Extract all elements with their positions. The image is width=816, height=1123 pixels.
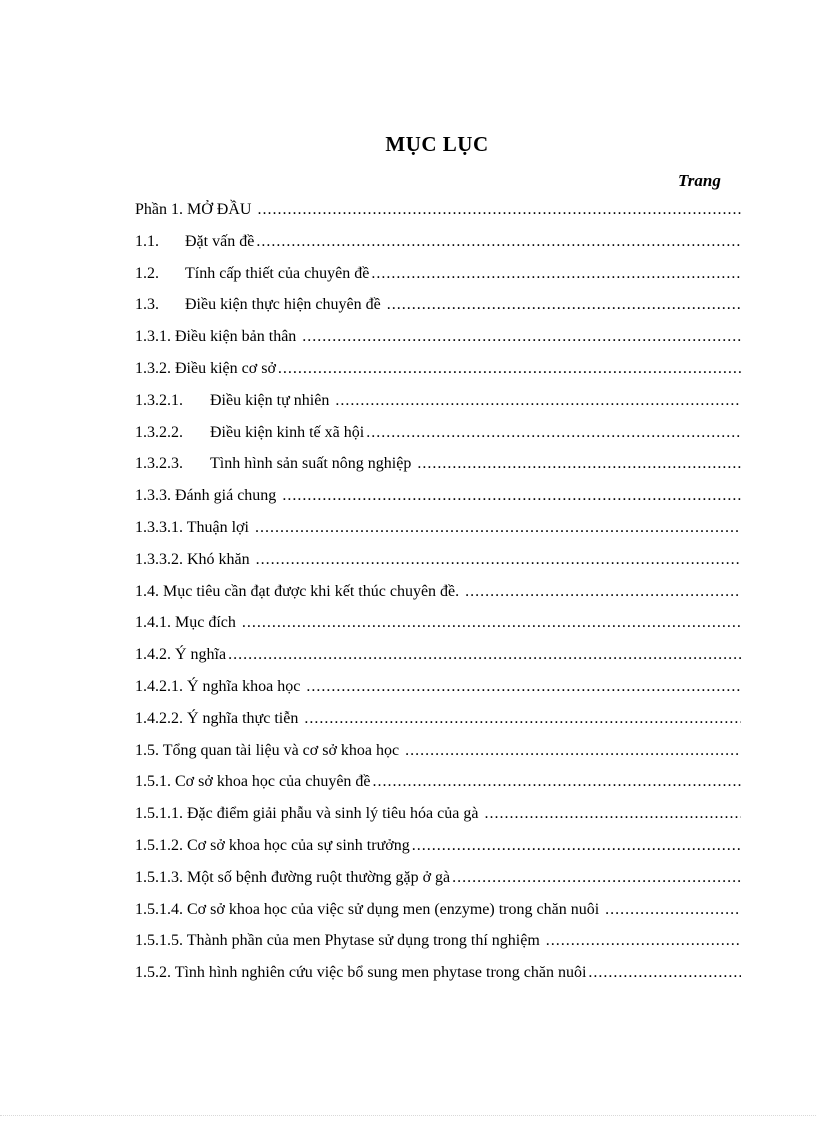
toc-entry	[135, 487, 741, 519]
toc-dot-leader	[304, 710, 741, 728]
toc-entry-number: 1.3.2.1.	[135, 391, 183, 409]
toc-entry-label: Đánh giá chung	[171, 487, 281, 505]
toc-entry-number: 1.2.	[135, 264, 159, 282]
toc-entry-number: 1.3.	[135, 296, 159, 314]
toc-entry-text	[135, 964, 586, 982]
toc-entry-label: Mục đích	[171, 614, 240, 632]
toc-entry-label: MỞ ĐẦU	[183, 201, 256, 218]
toc-entry-number: 1.3.3.1.	[135, 518, 183, 536]
toc-entry-number: 1.5.1.3.	[135, 868, 183, 886]
toc-entry-number: Phần 1.	[135, 201, 183, 218]
toc-entry-label: Cơ sở khoa học của chuyên đề	[171, 773, 371, 791]
toc-entry-label: Ý nghĩa khoa học	[183, 677, 305, 695]
toc-entry-number: 1.4.2.2.	[135, 709, 183, 727]
toc-entry-text	[135, 265, 369, 283]
toc-entry-text	[135, 233, 254, 251]
toc-entry-label: Điều kiện thực hiện chuyên đề	[185, 296, 385, 314]
toc-entry	[135, 328, 741, 360]
toc-dot-leader	[306, 678, 741, 696]
toc-entry-number: 1.3.2.2.	[135, 423, 183, 441]
toc-dot-leader	[605, 901, 741, 919]
toc-dot-leader	[282, 487, 741, 505]
toc-entry	[135, 869, 741, 901]
toc-entry-number: 1.3.2.	[135, 359, 171, 377]
toc-entry-text	[135, 678, 304, 696]
toc-entry	[135, 805, 741, 837]
toc-dot-leader	[335, 392, 741, 410]
toc-entry-text	[135, 519, 253, 537]
toc-entry	[135, 392, 741, 424]
toc-dot-leader	[371, 265, 741, 283]
toc-entry-label: Điều kiện kinh tế xã hội	[210, 423, 365, 441]
toc-entry	[135, 837, 741, 869]
toc-dot-leader	[412, 837, 741, 855]
toc-entry-label: Đặt vấn đề	[185, 232, 255, 250]
toc-entry	[135, 455, 741, 487]
toc-entry-number: 1.4.2.1.	[135, 677, 183, 695]
toc-entry	[135, 519, 741, 551]
toc-entry-text	[135, 455, 415, 473]
toc-entry-label: Tình hình nghiên cứu việc bổ sung men phytase trong chăn nuôi	[171, 964, 587, 982]
toc-entry-label: Thuận lợi	[183, 518, 253, 536]
toc-dot-leader	[373, 773, 741, 791]
toc-entry-text	[135, 932, 544, 950]
toc-entry-number: 1.5.	[135, 741, 159, 759]
toc-entry-text	[135, 583, 463, 601]
toc-entry-label: Điều kiện bản thân	[171, 328, 301, 346]
toc-dot-leader	[256, 551, 741, 569]
toc-entry	[135, 742, 741, 774]
toc-entry-number: 1.3.1.	[135, 328, 171, 346]
toc-dot-leader	[278, 360, 741, 378]
toc-entry	[135, 583, 741, 615]
toc-entry-text	[135, 328, 300, 346]
toc-entry-text	[135, 805, 482, 823]
toc-entry-text	[135, 646, 226, 664]
toc-entry-number: 1.5.1.5.	[135, 932, 183, 950]
toc-entry-label: Mục tiêu cần đạt được khi kết thúc chuyên đề.	[159, 582, 464, 600]
toc-entry-number: 1.1.	[135, 232, 159, 250]
toc-dot-leader	[366, 424, 741, 442]
toc-entry-label: Một số bệnh đường ruột thường gặp ở gà	[183, 868, 451, 886]
toc-entry-label: Tình hình sản suất nông nghiệp	[210, 455, 416, 473]
toc-dot-leader	[256, 233, 741, 251]
toc-entry	[135, 233, 741, 265]
toc-entry-number: 1.5.2.	[135, 964, 171, 982]
page-column-label: Trang	[678, 171, 721, 190]
toc-dot-leader	[257, 201, 741, 219]
toc-entry	[135, 551, 741, 583]
toc-dot-leader	[255, 519, 741, 537]
page-bottom-divider	[0, 1115, 816, 1116]
toc-entry-label: Khó khăn	[183, 550, 254, 568]
toc-entry-number: 1.3.3.	[135, 487, 171, 505]
toc-entry-text	[135, 773, 371, 791]
toc-entry-text	[135, 487, 280, 505]
toc-entry-text	[135, 551, 254, 569]
toc-entry-label: Cơ sở khoa học của việc sử dụng men (enzyme) trong chăn nuôi	[183, 900, 604, 918]
toc-entry	[135, 773, 741, 805]
toc-entry	[135, 710, 741, 742]
toc-entry-label: Ý nghĩa thực tiễn	[183, 709, 303, 727]
toc-dot-leader	[228, 646, 741, 664]
toc-entry-text	[135, 360, 276, 378]
toc-dot-leader	[452, 869, 741, 887]
toc-entry	[135, 424, 741, 456]
toc-entry-label: Điều kiện tự nhiên	[210, 391, 334, 409]
toc-entry-text	[135, 201, 255, 219]
toc-entry	[135, 201, 741, 233]
toc-entry-text	[135, 296, 385, 314]
toc-entry-number: 1.5.1.4.	[135, 900, 183, 918]
toc-entry-number: 1.3.2.3.	[135, 455, 183, 473]
toc-entry-text	[135, 424, 364, 442]
toc-entry-text	[135, 869, 450, 887]
toc-dot-leader	[465, 583, 741, 601]
toc-dot-leader	[484, 805, 741, 823]
toc-entry-number: 1.3.3.2.	[135, 550, 183, 568]
toc-entry	[135, 646, 741, 678]
toc-entry-text	[135, 710, 302, 728]
toc-dot-leader	[546, 932, 741, 950]
toc-dot-leader	[302, 328, 741, 346]
toc-entry-label: Cơ sở khoa học của sự sinh trưởng	[183, 836, 410, 854]
toc-entry-number: 1.5.1.2.	[135, 836, 183, 854]
toc-entry-label: Ý nghĩa	[171, 646, 227, 664]
toc-entry	[135, 296, 741, 328]
toc-entry-number: 1.4.2.	[135, 646, 171, 664]
toc-dot-leader	[387, 296, 741, 314]
toc-entry	[135, 678, 741, 710]
table-of-contents	[135, 201, 741, 996]
toc-entry	[135, 964, 741, 996]
toc-entry-number: 1.5.1.1.	[135, 805, 183, 823]
toc-dot-leader	[417, 455, 741, 473]
toc-entry	[135, 932, 741, 964]
toc-entry-label: Đặc điểm giải phẫu và sinh lý tiêu hóa của gà	[183, 805, 483, 823]
toc-entry-label: Tính cấp thiết của chuyên đề	[185, 264, 370, 282]
toc-entry	[135, 901, 741, 933]
toc-entry-text	[135, 837, 410, 855]
toc-entry	[135, 360, 741, 392]
toc-entry-text	[135, 614, 240, 632]
toc-entry-number: 1.4.	[135, 582, 159, 600]
toc-entry-label: Tổng quan tài liệu và cơ sở khoa học	[159, 741, 404, 759]
toc-dot-leader	[405, 742, 741, 760]
toc-entry-text	[135, 392, 333, 410]
toc-entry-label: Thành phần của men Phytase sử dụng trong thí nghiệm	[183, 932, 544, 950]
toc-entry-label: Điều kiện cơ sở	[171, 359, 276, 377]
toc-entry-text	[135, 742, 403, 760]
toc-title: MỤC LỤC	[385, 132, 489, 156]
toc-entry-number: 1.4.1.	[135, 614, 171, 632]
toc-dot-leader	[242, 614, 741, 632]
toc-entry	[135, 265, 741, 297]
toc-entry	[135, 614, 741, 646]
toc-entry-number: 1.5.1.	[135, 773, 171, 791]
toc-dot-leader	[588, 964, 741, 982]
toc-entry-text	[135, 901, 603, 919]
